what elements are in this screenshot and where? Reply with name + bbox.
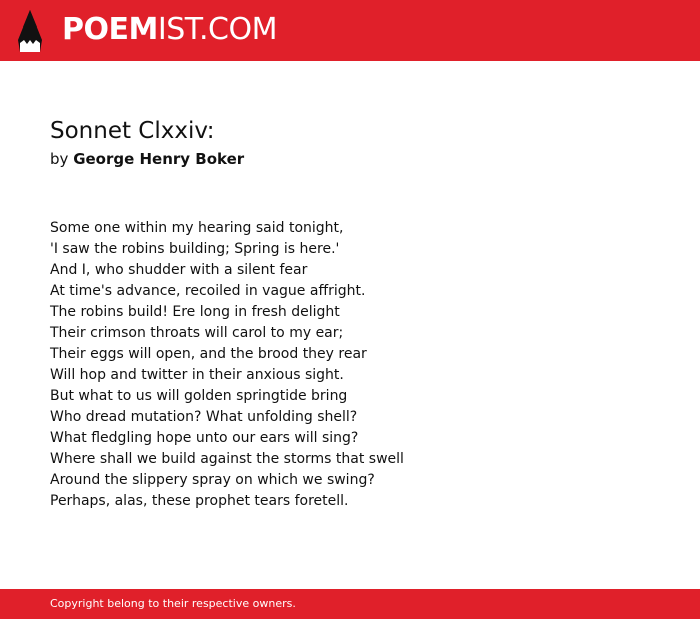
poem-line: The robins build! Ere long in fresh delight: [50, 304, 340, 320]
poem-line: And I, who shudder with a silent fear: [50, 262, 308, 278]
poem-byline: [50, 149, 244, 169]
poem-line: At time's advance, recoiled in vague affright.: [50, 283, 366, 299]
site-header: [0, 0, 700, 61]
byline-prefix: by: [50, 150, 69, 168]
poem-line: Around the slippery spray on which we swing?: [50, 472, 375, 488]
poem-body: [50, 218, 404, 512]
poem-author: George Henry Boker: [73, 150, 245, 168]
poem-line: Their crimson throats will carol to my ear;: [50, 325, 344, 341]
poem-line: Perhaps, alas, these prophet tears foretell.: [50, 493, 349, 509]
poem-line: Their eggs will open, and the brood they rear: [50, 346, 367, 362]
pencil-tip-icon: [18, 10, 42, 52]
poem-line: Where shall we build against the storms that swell: [50, 451, 404, 467]
logo-text-bold: POEM: [62, 12, 158, 47]
poem-title: Sonnet Clxxiv:: [50, 118, 215, 144]
site-logo-link[interactable]: [62, 12, 277, 48]
site-footer: [0, 589, 700, 619]
poem-line: What fledgling hope unto our ears will sing?: [50, 430, 359, 446]
copyright-text: Copyright belong to their respective owners.: [50, 597, 296, 610]
logo-text-light: IST.COM: [157, 12, 277, 47]
poem-line: Will hop and twitter in their anxious sight.: [50, 367, 344, 383]
poem-line: Some one within my hearing said tonight,: [50, 220, 344, 236]
poem-line: 'I saw the robins building; Spring is here.': [50, 241, 340, 257]
poem-line: But what to us will golden springtide bring: [50, 388, 348, 404]
poem-line: Who dread mutation? What unfolding shell?: [50, 409, 358, 425]
